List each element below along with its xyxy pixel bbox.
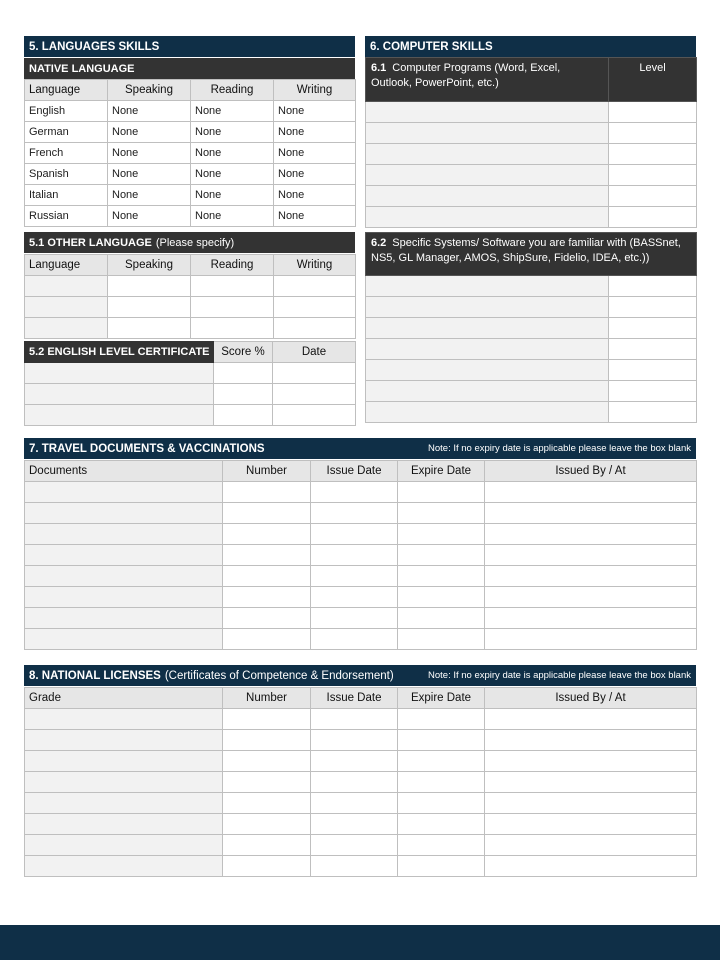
grade-cell[interactable] — [25, 835, 223, 856]
language-cell: Spanish — [25, 164, 108, 185]
col-score: Score % — [214, 342, 273, 363]
table-row — [366, 102, 697, 123]
col-language: Language — [25, 80, 108, 101]
issue-date-cell[interactable] — [311, 709, 398, 730]
grade-cell[interactable] — [25, 856, 223, 877]
document-cell[interactable] — [25, 503, 223, 524]
writing-cell[interactable]: None — [274, 122, 356, 143]
level-cell[interactable] — [609, 402, 697, 423]
col-writing: Writing — [274, 255, 356, 276]
table-row — [25, 730, 697, 751]
issue-date-cell[interactable] — [311, 730, 398, 751]
expire-date-cell[interactable] — [398, 814, 485, 835]
language-cell[interactable] — [25, 318, 108, 339]
table-row — [25, 185, 356, 206]
issue-date-cell[interactable] — [311, 566, 398, 587]
speaking-cell[interactable]: None — [108, 143, 191, 164]
issue-date-cell[interactable] — [311, 793, 398, 814]
writing-cell[interactable] — [274, 276, 356, 297]
table-row — [25, 608, 697, 629]
writing-cell[interactable]: None — [274, 206, 356, 227]
reading-cell[interactable]: None — [191, 122, 274, 143]
score-cell[interactable] — [214, 405, 273, 426]
expire-date-cell[interactable] — [398, 566, 485, 587]
native-language-table — [24, 79, 356, 227]
expire-date-cell[interactable] — [398, 545, 485, 566]
document-cell[interactable] — [25, 587, 223, 608]
expire-date-cell[interactable] — [398, 608, 485, 629]
table-row — [366, 318, 697, 339]
table-row — [25, 482, 697, 503]
issue-date-cell[interactable] — [311, 856, 398, 877]
language-cell[interactable] — [25, 276, 108, 297]
col-grade: Grade — [25, 688, 223, 709]
program-cell[interactable] — [366, 186, 609, 207]
issued-by-cell[interactable] — [485, 545, 697, 566]
grade-cell[interactable] — [25, 751, 223, 772]
issued-by-cell[interactable] — [485, 608, 697, 629]
question-text: Specific Systems/ Software you are familiar with (BASSnet, NS5, GL Manager, AMOS, ShipSure, Fidelio, IDEA, etc.)) — [371, 237, 681, 264]
score-cell[interactable] — [214, 363, 273, 384]
table-row — [366, 186, 697, 207]
document-cell[interactable] — [25, 482, 223, 503]
system-cell[interactable] — [366, 381, 609, 402]
table-row — [25, 709, 697, 730]
table-row — [25, 164, 356, 185]
table-row — [25, 503, 697, 524]
expire-date-cell[interactable] — [398, 482, 485, 503]
system-cell[interactable] — [366, 297, 609, 318]
section-7-note: Note: If no expiry date is applicable please leave the box blank — [428, 443, 691, 454]
speaking-cell[interactable] — [108, 276, 191, 297]
level-cell[interactable] — [609, 186, 697, 207]
table-row — [25, 835, 697, 856]
issued-by-cell[interactable] — [485, 629, 697, 650]
section-7-header — [24, 438, 696, 459]
col-speaking: Speaking — [108, 255, 191, 276]
number-cell[interactable] — [223, 772, 311, 793]
level-cell[interactable] — [609, 318, 697, 339]
col-issued-by: Issued By / At — [485, 461, 697, 482]
speaking-cell[interactable]: None — [108, 185, 191, 206]
document-cell[interactable] — [25, 608, 223, 629]
writing-cell[interactable] — [274, 318, 356, 339]
number-cell[interactable] — [223, 814, 311, 835]
section-8-subtitle: (Certificates of Competence & Endorsement) — [164, 669, 394, 682]
issued-by-cell[interactable] — [485, 524, 697, 545]
issued-by-cell[interactable] — [485, 772, 697, 793]
system-cell[interactable] — [366, 402, 609, 423]
native-language-title: NATIVE LANGUAGE — [29, 62, 135, 75]
table-row — [25, 206, 356, 227]
number-cell[interactable] — [223, 856, 311, 877]
grade-cell[interactable] — [25, 772, 223, 793]
issued-by-cell[interactable] — [485, 730, 697, 751]
page-footer-bar — [0, 925, 720, 960]
section-8-title: 8. NATIONAL LICENSES — [29, 669, 161, 682]
col-number: Number — [223, 461, 311, 482]
expire-date-cell[interactable] — [398, 503, 485, 524]
table-row — [366, 360, 697, 381]
writing-cell[interactable]: None — [274, 101, 356, 122]
col-date: Date — [273, 342, 356, 363]
document-cell[interactable] — [25, 566, 223, 587]
speaking-cell[interactable] — [108, 297, 191, 318]
expire-date-cell[interactable] — [398, 709, 485, 730]
table-row — [25, 143, 356, 164]
english-certificate-title: 5.2 ENGLISH LEVEL CERTIFICATE — [25, 342, 214, 363]
issue-date-cell[interactable] — [311, 482, 398, 503]
col-issue-date: Issue Date — [311, 461, 398, 482]
issue-date-cell[interactable] — [311, 608, 398, 629]
issue-date-cell[interactable] — [311, 524, 398, 545]
table-row — [25, 814, 697, 835]
expire-date-cell[interactable] — [398, 730, 485, 751]
level-cell[interactable] — [609, 339, 697, 360]
number-cell[interactable] — [223, 835, 311, 856]
table-row — [366, 276, 697, 297]
issue-date-cell[interactable] — [311, 814, 398, 835]
certificate-cell[interactable] — [25, 405, 214, 426]
system-cell[interactable] — [366, 360, 609, 381]
col-expire-date: Expire Date — [398, 688, 485, 709]
document-cell[interactable] — [25, 629, 223, 650]
speaking-cell[interactable]: None — [108, 206, 191, 227]
document-cell[interactable] — [25, 524, 223, 545]
table-row — [25, 629, 697, 650]
table-row — [366, 297, 697, 318]
table-row — [25, 545, 697, 566]
number-cell[interactable] — [223, 482, 311, 503]
expire-date-cell[interactable] — [398, 524, 485, 545]
expire-date-cell[interactable] — [398, 751, 485, 772]
table-row — [366, 144, 697, 165]
col-level: Level — [609, 58, 697, 102]
section-6-header — [365, 36, 696, 57]
score-cell[interactable] — [214, 384, 273, 405]
document-cell[interactable] — [25, 545, 223, 566]
reading-cell[interactable]: None — [191, 206, 274, 227]
question-number: 6.1 — [371, 62, 387, 74]
col-issue-date: Issue Date — [311, 688, 398, 709]
table-row — [25, 122, 356, 143]
issue-date-cell[interactable] — [311, 629, 398, 650]
col-documents: Documents — [25, 461, 223, 482]
col-writing: Writing — [274, 80, 356, 101]
table-row — [366, 123, 697, 144]
language-cell: French — [25, 143, 108, 164]
table-row — [366, 381, 697, 402]
grade-cell[interactable] — [25, 814, 223, 835]
reading-cell[interactable]: None — [191, 143, 274, 164]
program-cell[interactable] — [366, 207, 609, 228]
grade-cell[interactable] — [25, 730, 223, 751]
grade-cell[interactable] — [25, 793, 223, 814]
speaking-cell[interactable]: None — [108, 164, 191, 185]
table-row — [25, 856, 697, 877]
issued-by-cell[interactable] — [485, 566, 697, 587]
number-cell[interactable] — [223, 566, 311, 587]
table-row — [366, 339, 697, 360]
computer-programs-question — [366, 58, 609, 102]
table-row — [25, 566, 697, 587]
program-cell[interactable] — [366, 165, 609, 186]
table-row — [366, 165, 697, 186]
section-5-header — [24, 36, 355, 57]
language-cell: English — [25, 101, 108, 122]
number-cell[interactable] — [223, 545, 311, 566]
issued-by-cell[interactable] — [485, 751, 697, 772]
level-cell[interactable] — [609, 276, 697, 297]
english-certificate-table — [24, 341, 356, 426]
table-row — [25, 587, 697, 608]
other-language-note: (Please specify) — [155, 236, 235, 249]
table-row — [25, 793, 697, 814]
level-cell[interactable] — [609, 297, 697, 318]
writing-cell[interactable]: None — [274, 143, 356, 164]
level-cell[interactable] — [609, 123, 697, 144]
date-cell[interactable] — [273, 363, 356, 384]
date-cell[interactable] — [273, 384, 356, 405]
issued-by-cell[interactable] — [485, 587, 697, 608]
other-language-header — [24, 232, 355, 253]
question-text: Computer Programs (Word, Excel, Outlook, PowerPoint, etc.) — [371, 62, 561, 89]
table-row — [366, 207, 697, 228]
number-cell[interactable] — [223, 608, 311, 629]
date-cell[interactable] — [273, 405, 356, 426]
other-language-table — [24, 254, 356, 339]
grade-cell[interactable] — [25, 709, 223, 730]
travel-documents-table — [24, 460, 697, 650]
issue-date-cell[interactable] — [311, 772, 398, 793]
number-cell[interactable] — [223, 524, 311, 545]
table-row — [25, 751, 697, 772]
program-cell[interactable] — [366, 144, 609, 165]
table-row — [25, 384, 356, 405]
reading-cell[interactable] — [191, 297, 274, 318]
section-8-note: Note: If no expiry date is applicable please leave the box blank — [428, 670, 691, 681]
other-language-title: 5.1 OTHER LANGUAGE — [29, 236, 152, 249]
table-row — [25, 297, 356, 318]
system-cell[interactable] — [366, 276, 609, 297]
program-cell[interactable] — [366, 123, 609, 144]
computer-programs-table — [365, 57, 697, 228]
col-issued-by: Issued By / At — [485, 688, 697, 709]
writing-cell[interactable] — [274, 297, 356, 318]
table-row — [25, 524, 697, 545]
certificate-cell[interactable] — [25, 384, 214, 405]
table-row — [25, 363, 356, 384]
specific-systems-question — [366, 233, 697, 276]
writing-cell[interactable]: None — [274, 164, 356, 185]
number-cell[interactable] — [223, 709, 311, 730]
issue-date-cell[interactable] — [311, 835, 398, 856]
issued-by-cell[interactable] — [485, 482, 697, 503]
issue-date-cell[interactable] — [311, 545, 398, 566]
table-row — [25, 318, 356, 339]
table-row — [25, 276, 356, 297]
program-cell[interactable] — [366, 102, 609, 123]
reading-cell[interactable]: None — [191, 101, 274, 122]
section-7-title: 7. TRAVEL DOCUMENTS & VACCINATIONS — [29, 442, 265, 455]
level-cell[interactable] — [609, 144, 697, 165]
col-reading: Reading — [191, 255, 274, 276]
issue-date-cell[interactable] — [311, 503, 398, 524]
level-cell[interactable] — [609, 207, 697, 228]
issued-by-cell[interactable] — [485, 835, 697, 856]
col-speaking: Speaking — [108, 80, 191, 101]
speaking-cell[interactable]: None — [108, 122, 191, 143]
specific-systems-table — [365, 232, 697, 423]
col-reading: Reading — [191, 80, 274, 101]
expire-date-cell[interactable] — [398, 629, 485, 650]
reading-cell[interactable] — [191, 318, 274, 339]
number-cell[interactable] — [223, 751, 311, 772]
speaking-cell[interactable] — [108, 318, 191, 339]
national-licenses-table — [24, 687, 697, 877]
section-5-title: 5. LANGUAGES SKILLS — [29, 40, 160, 53]
col-expire-date: Expire Date — [398, 461, 485, 482]
issued-by-cell[interactable] — [485, 856, 697, 877]
issued-by-cell[interactable] — [485, 709, 697, 730]
number-cell[interactable] — [223, 730, 311, 751]
number-cell[interactable] — [223, 793, 311, 814]
col-number: Number — [223, 688, 311, 709]
certificate-cell[interactable] — [25, 363, 214, 384]
reading-cell[interactable] — [191, 276, 274, 297]
number-cell[interactable] — [223, 503, 311, 524]
issued-by-cell[interactable] — [485, 814, 697, 835]
issue-date-cell[interactable] — [311, 751, 398, 772]
native-language-header — [24, 58, 355, 79]
number-cell[interactable] — [223, 629, 311, 650]
table-row — [25, 405, 356, 426]
level-cell[interactable] — [609, 360, 697, 381]
level-cell[interactable] — [609, 381, 697, 402]
issue-date-cell[interactable] — [311, 587, 398, 608]
question-number: 6.2 — [371, 237, 387, 249]
expire-date-cell[interactable] — [398, 772, 485, 793]
level-cell[interactable] — [609, 165, 697, 186]
col-language: Language — [25, 255, 108, 276]
system-cell[interactable] — [366, 339, 609, 360]
language-cell: Russian — [25, 206, 108, 227]
issued-by-cell[interactable] — [485, 793, 697, 814]
reading-cell[interactable]: None — [191, 185, 274, 206]
system-cell[interactable] — [366, 318, 609, 339]
language-cell: Italian — [25, 185, 108, 206]
table-row — [25, 101, 356, 122]
expire-date-cell[interactable] — [398, 835, 485, 856]
issued-by-cell[interactable] — [485, 503, 697, 524]
section-8-header — [24, 665, 696, 686]
number-cell[interactable] — [223, 587, 311, 608]
section-6-title: 6. COMPUTER SKILLS — [370, 40, 493, 53]
expire-date-cell[interactable] — [398, 793, 485, 814]
table-row — [366, 402, 697, 423]
level-cell[interactable] — [609, 102, 697, 123]
writing-cell[interactable]: None — [274, 185, 356, 206]
reading-cell[interactable]: None — [191, 164, 274, 185]
language-cell: German — [25, 122, 108, 143]
language-cell[interactable] — [25, 297, 108, 318]
table-row — [25, 772, 697, 793]
expire-date-cell[interactable] — [398, 856, 485, 877]
speaking-cell[interactable]: None — [108, 101, 191, 122]
expire-date-cell[interactable] — [398, 587, 485, 608]
